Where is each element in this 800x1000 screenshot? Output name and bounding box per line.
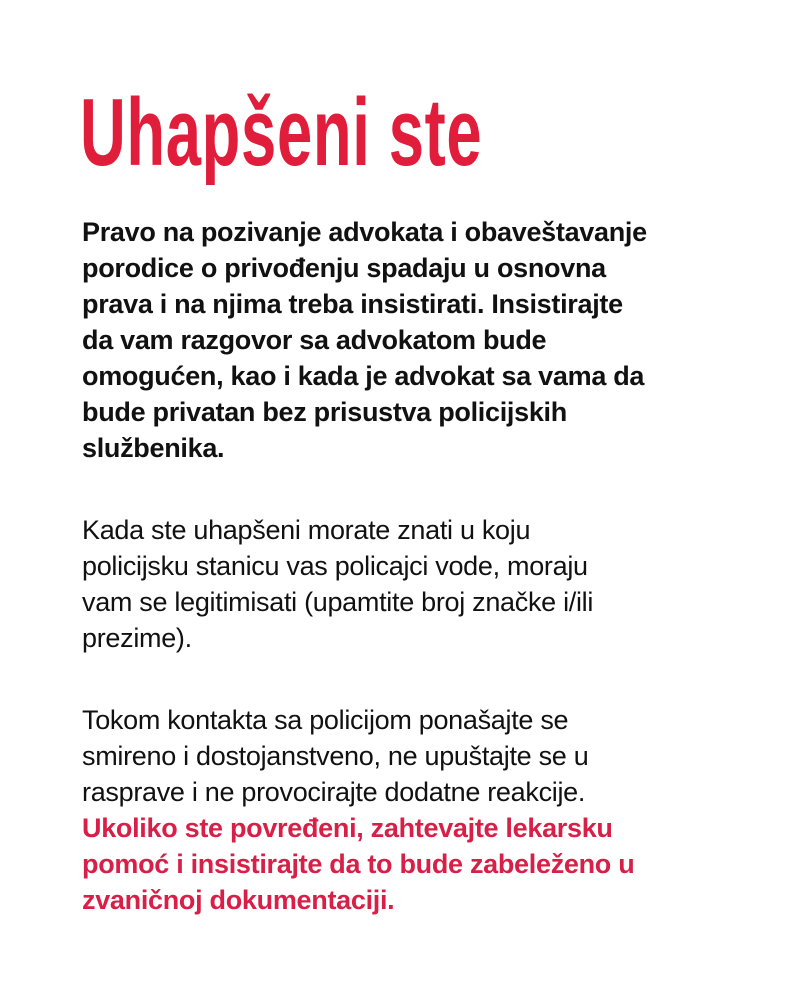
- text-line: porodice o privođenju spadaju u osnovna: [82, 253, 606, 283]
- paragraph-rights: [82, 214, 742, 466]
- text-line: prava i na njima treba insistirati. Insistirajte: [82, 289, 623, 319]
- text-line: policijsku stanicu vas policajci vode, moraju: [82, 551, 588, 581]
- text-line: bude privatan bez prisustva policijskih: [82, 397, 567, 427]
- text-line: Tokom kontakta sa policijom ponašajte se: [82, 705, 569, 735]
- page-title: Uhapšeni ste: [80, 79, 483, 186]
- highlight-line: pomoć i insistirajte da to bude zabeleženo u: [82, 849, 635, 879]
- paragraph-conduct: [82, 702, 742, 918]
- text-line: smireno i dostojanstveno, ne upuštajte se u: [82, 741, 589, 771]
- text-line: da vam razgovor sa advokatom bude: [82, 325, 547, 355]
- text-line: Kada ste uhapšeni morate znati u koju: [82, 515, 531, 545]
- text-line: prezime).: [82, 623, 192, 653]
- paragraph-station: [82, 512, 742, 656]
- text-line: službenika.: [82, 433, 225, 463]
- text-line: vam se legitimisati (upamtite broj značke i/ili: [82, 587, 594, 617]
- text-line: Pravo na pozivanje advokata i obaveštavanje: [82, 217, 647, 247]
- text-line: omogućen, kao i kada je advokat sa vama da: [82, 361, 645, 391]
- text-line: rasprave i ne provocirajte dodatne reakcije.: [82, 777, 586, 807]
- highlight-line: zvaničnoj dokumentaciji.: [82, 885, 395, 915]
- highlight-line: Ukoliko ste povređeni, zahtevajte lekarsku: [82, 813, 613, 843]
